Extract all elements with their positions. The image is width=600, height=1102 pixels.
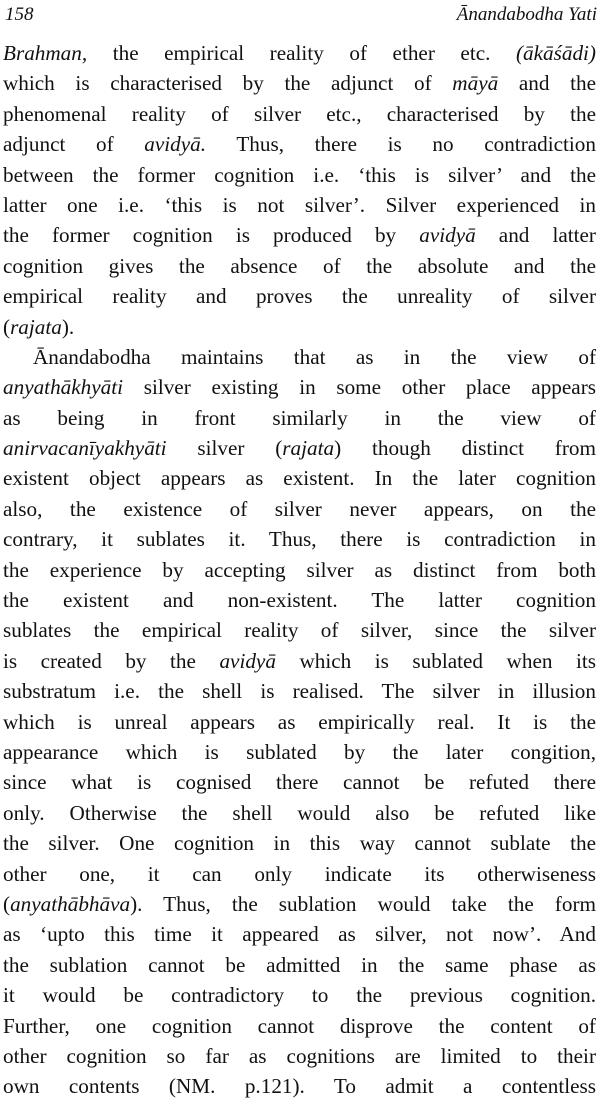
- italic-term: rajata: [10, 314, 62, 339]
- text-line: [3, 707, 596, 737]
- text-run: empirical reality and proves the unreality of silver: [3, 284, 596, 309]
- text-line: [3, 190, 596, 220]
- text-run: Further, one cognition cannot disprove the content of: [3, 1013, 596, 1038]
- text-run: other one, it can only indicate its otherwiseness: [3, 861, 596, 886]
- text-run: phenomenal reality of silver etc., characterised by the: [3, 101, 596, 126]
- text-line: [3, 646, 596, 676]
- text-line: [3, 99, 596, 129]
- paragraph-2: [3, 342, 596, 1102]
- paragraph-1: [3, 38, 596, 342]
- text-line: [3, 463, 596, 493]
- text-line: [3, 1011, 596, 1041]
- text-line: [3, 798, 596, 828]
- text-line: [3, 129, 596, 159]
- text-line: [3, 312, 596, 342]
- italic-term: anyathābhāva: [10, 891, 131, 916]
- text-line: [3, 251, 596, 281]
- running-header: [5, 3, 597, 27]
- text-line: [3, 889, 596, 919]
- text-run: substratum i.e. the shell is realised. The silver in illusion: [3, 679, 596, 704]
- text-run: between the former cognition i.e. ‘this is silver’ and the: [3, 162, 596, 187]
- italic-term: avidyā: [419, 223, 476, 248]
- text-line: [3, 220, 596, 250]
- text-line: [3, 342, 596, 372]
- italic-term: māyā: [452, 71, 499, 96]
- text-run: is created by the: [3, 648, 220, 673]
- text-line: [3, 676, 596, 706]
- text-line: [3, 585, 596, 615]
- italic-term: (ākāśādi): [515, 41, 596, 65]
- text-run: and latter: [475, 223, 596, 248]
- text-run: ).: [61, 314, 75, 339]
- italic-term: anirvacanīyakhyāti: [3, 436, 167, 461]
- text-run: own contents (NM. p.121). To admit a contentless: [3, 1074, 596, 1099]
- running-title: Ānandabodha Yati: [456, 4, 597, 25]
- text-run: which is sublated when its: [275, 648, 596, 673]
- text-run: Thus, there is no contradiction: [206, 132, 596, 157]
- text-run: which is unreal appears as empirically real. It is the: [3, 709, 596, 734]
- text-run: the experience by accepting silver as distinct from both: [3, 557, 596, 582]
- text-run: silver (: [166, 436, 283, 461]
- text-line: [3, 38, 596, 68]
- italic-term: avidyā: [219, 648, 276, 673]
- text-line: [3, 828, 596, 858]
- text-line: [3, 737, 596, 767]
- text-run: the sublation cannot be admitted in the same phase as: [3, 952, 596, 977]
- text-run: Ānandabodha maintains that as in the view of: [33, 344, 596, 369]
- text-run: ) though distinct from: [334, 436, 596, 461]
- page-number: 158: [5, 4, 34, 25]
- text-run: as ‘upto this time it appeared as silver, not now’. And: [3, 922, 596, 947]
- text-line: [3, 160, 596, 190]
- text-line: [3, 615, 596, 645]
- italic-term: rajata: [282, 436, 335, 461]
- text-run: the existent and non-existent. The latter cognition: [3, 588, 596, 613]
- text-run: since what is cognised there cannot be refuted there: [3, 770, 596, 795]
- text-line: [3, 68, 596, 98]
- text-run: (: [3, 891, 11, 916]
- italic-term: avidyā.: [144, 132, 207, 157]
- text-run: which is characterised by the adjunct of: [3, 71, 453, 96]
- text-run: the silver. One cognition in this way cannot sublate the: [3, 831, 596, 856]
- text-run: and the: [498, 71, 596, 96]
- text-run: cognition gives the absence of the absolute and the: [3, 253, 596, 278]
- text-run: the former cognition is produced by: [3, 223, 420, 248]
- text-line: [3, 980, 596, 1010]
- body-text: [3, 38, 596, 1102]
- text-run: sublates the empirical reality of silver, since the silver: [3, 618, 596, 643]
- text-run: appearance which is sublated by the later congition,: [3, 739, 596, 764]
- text-line: [3, 403, 596, 433]
- text-line: [3, 1041, 596, 1071]
- text-run: (: [3, 314, 11, 339]
- text-line: [3, 919, 596, 949]
- text-line: [3, 859, 596, 889]
- text-line: [3, 372, 596, 402]
- text-run: silver existing in some other place appears: [123, 375, 596, 400]
- text-line: [3, 281, 596, 311]
- text-line: [3, 555, 596, 585]
- text-line: [3, 950, 596, 980]
- text-run: the empirical reality of ether etc.: [87, 41, 516, 65]
- text-run: contrary, it sublates it. Thus, there is contradiction in: [3, 527, 596, 552]
- text-line: [3, 494, 596, 524]
- text-run: existent object appears as existent. In the later cognition: [3, 466, 596, 491]
- text-run: ). Thus, the sublation would take the form: [130, 891, 596, 916]
- italic-term: Brahman,: [3, 41, 88, 65]
- text-run: as being in front similarly in the view of: [3, 405, 596, 430]
- text-line: [3, 767, 596, 797]
- text-run: latter one i.e. ‘this is not silver’. Silver experienced in: [3, 192, 596, 217]
- text-run: it would be contradictory to the previous cognition.: [3, 983, 596, 1008]
- text-run: other cognition so far as cognitions are limited to their: [3, 1043, 596, 1068]
- text-run: also, the existence of silver never appears, on the: [3, 496, 596, 521]
- italic-term: anyathākhyāti: [3, 375, 124, 400]
- text-line: [3, 524, 596, 554]
- text-run: only. Otherwise the shell would also be refuted like: [3, 800, 596, 825]
- text-run: adjunct of: [3, 132, 145, 157]
- text-line: [3, 1071, 596, 1101]
- text-line: [3, 433, 596, 463]
